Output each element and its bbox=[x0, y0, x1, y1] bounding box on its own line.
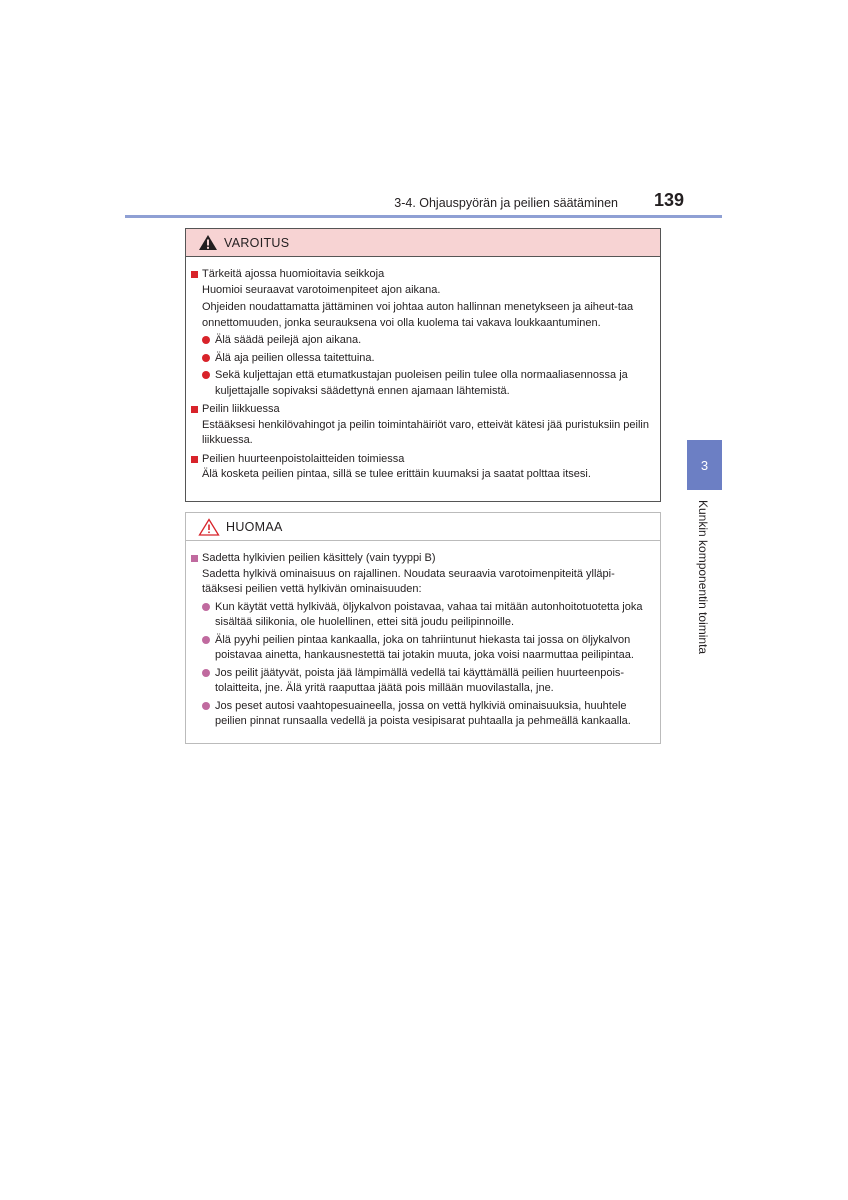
circle-bullet-icon bbox=[202, 336, 210, 344]
section bbox=[191, 551, 654, 730]
notice-triangle-icon bbox=[198, 518, 220, 536]
circle-bullet-icon bbox=[202, 371, 210, 379]
bullet-item bbox=[191, 351, 654, 367]
section bbox=[191, 267, 654, 399]
circle-bullet-icon bbox=[202, 603, 210, 611]
notice-box bbox=[185, 512, 661, 744]
circle-bullet-icon bbox=[202, 702, 210, 710]
paragraph: Huomioi seuraavat varotoimenpiteet ajon aikana. bbox=[202, 283, 441, 296]
paragraph: Ohjeiden noudattamatta jättäminen voi johtaa auton hallinnan menetykseen ja aiheut-taa onnettomuuden, jonka seurauksena voi olla kuolema tai vakava loukkaantuminen. bbox=[202, 301, 634, 329]
bullet-item bbox=[191, 333, 654, 349]
bullet-text: Älä säädä peilejä ajon aikana. bbox=[215, 334, 362, 346]
warning-body bbox=[186, 257, 660, 483]
section-heading-text: Peilien huurteenpoistolaitteiden toimiessa bbox=[202, 452, 405, 465]
paragraph: Sadetta hylkivä ominaisuus on rajallinen. Noudata seuraavia varotoimenpiteitä ylläpi-tääksesi peilien vettä hylkivän ominaisuuden: bbox=[202, 567, 615, 595]
bullet-text: Älä pyyhi peilien pintaa kankaalla, joka on tahriintunut hiekasta tai jossa on öljykalvon poistavaa ainetta, hankausnestettä tai jotakin muuta, joka voisi naarmuttaa peilipintaa. bbox=[215, 633, 634, 661]
bullet-item bbox=[191, 666, 654, 697]
notice-title: HUOMAA bbox=[226, 519, 283, 534]
section-heading-text: Sadetta hylkivien peilien käsittely (vain tyyppi B) bbox=[202, 552, 436, 564]
section-heading bbox=[191, 452, 654, 468]
bullet-item bbox=[191, 699, 654, 730]
header-rule bbox=[125, 215, 722, 218]
chapter-side-label: Kunkin komponentin toiminta bbox=[696, 500, 710, 655]
square-bullet-icon bbox=[191, 456, 198, 463]
paragraph: Estääksesi henkilövahingot ja peilin toimintahäiriöt varo, etteivät kätesi jää puristuksiin peilin liikkuessa. bbox=[202, 418, 649, 446]
bullet-text: Älä aja peilien ollessa taitettuina. bbox=[215, 351, 375, 364]
section-heading bbox=[191, 402, 654, 418]
bullet-item bbox=[191, 368, 654, 399]
bullet-text: Kun käytät vettä hylkivää, öljykalvon poistavaa, vahaa tai mitään autonhoitotuotetta joka sisältää silikonia, ole huolellinen, ettei sitä joudu peilipinnoille. bbox=[215, 600, 643, 628]
section-title: 3-4. Ohjauspyörän ja peilien säätäminen bbox=[394, 196, 618, 210]
bullet-item bbox=[191, 633, 654, 664]
bullet-text: Jos peset autosi vaahtopesuaineella, jossa on vettä hylkiviä ominaisuuksia, huuhtele peilien pinnat runsaalla vedellä ja poista vesipisarat puhtaalla ja pehmeällä kankaalla. bbox=[215, 699, 631, 727]
warning-header bbox=[186, 229, 660, 257]
paragraph: Älä kosketa peilien pintaa, sillä se tulee erittäin kuumaksi ja saatat polttaa itsesi. bbox=[202, 468, 591, 480]
bullet-text: Jos peilit jäätyvät, poista jää lämpimällä vedellä tai käyttämällä peilien huurteenpois-tolaitteita, jne. Älä yritä raaputtaa jäätä pois millään muovilastalla, jne. bbox=[215, 666, 625, 694]
square-bullet-icon bbox=[191, 555, 198, 562]
notice-header bbox=[186, 513, 660, 541]
square-bullet-icon bbox=[191, 406, 198, 413]
circle-bullet-icon bbox=[202, 669, 210, 677]
warning-triangle-icon bbox=[198, 234, 218, 251]
section-heading bbox=[191, 267, 654, 283]
section-heading-text: Tärkeitä ajossa huomioitavia seikkoja bbox=[202, 268, 385, 280]
chapter-tab: 3 bbox=[687, 440, 722, 490]
page-number: 139 bbox=[653, 190, 684, 210]
circle-bullet-icon bbox=[202, 636, 210, 644]
circle-bullet-icon bbox=[202, 354, 210, 362]
warning-title: VAROITUS bbox=[224, 235, 290, 250]
warning-box bbox=[185, 228, 661, 502]
bullet-text: Sekä kuljettajan että etumatkustajan puoleisen peilin tulee olla normaaliasennossa ja kuljettajalle sopivaksi säädettynä ennen ajamaan lähtemistä. bbox=[215, 369, 628, 397]
notice-body bbox=[186, 541, 660, 730]
square-bullet-icon bbox=[191, 271, 198, 278]
section-heading-text: Peilin liikkuessa bbox=[202, 403, 280, 415]
section-heading bbox=[191, 551, 654, 567]
bullet-item bbox=[191, 600, 654, 631]
section bbox=[191, 452, 654, 483]
section bbox=[191, 402, 654, 449]
